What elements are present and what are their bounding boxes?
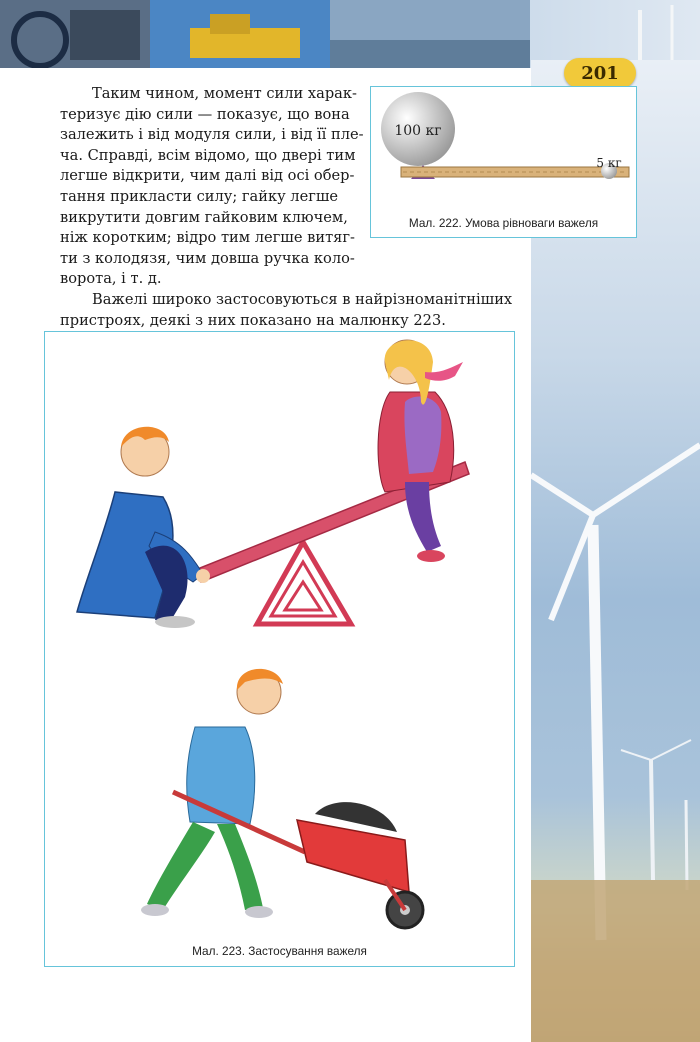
text-line: ворота, і т. д. <box>60 270 162 288</box>
text-line: ти з колодязя, чим довша ручка коло- <box>60 249 355 267</box>
figure-222 <box>370 86 637 238</box>
text-line: викрутити довгим гайковим ключем, <box>60 208 348 226</box>
figure-223 <box>44 331 515 967</box>
boy-on-seesaw <box>77 427 210 628</box>
page-number: 201 <box>581 62 619 84</box>
text-line: теризує дію сили — показує, що вона <box>60 105 350 123</box>
text-line: тання прикласти силу; гайку легше <box>60 187 339 205</box>
small-ball-label: 5 кг <box>596 156 622 170</box>
page-number-badge <box>564 58 636 88</box>
paragraph-2 <box>60 290 515 331</box>
text-line: Таким чином, момент сили харак- <box>92 85 357 102</box>
text-line: ніж коротким; відро тим легше витяг- <box>60 229 355 247</box>
text-line: Важелі широко застосовуються в найрізноманітніших <box>92 291 513 308</box>
text-line: легше відкрити, чим далі від осі обер- <box>60 167 355 185</box>
figure-223-caption: Мал. 223. Застосування важеля <box>192 944 367 958</box>
big-ball-label: 100 кг <box>394 123 442 139</box>
text-line: ча. Справді, всім відомо, що двері тим <box>60 146 356 164</box>
figure-222-caption: Мал. 222. Умова рівноваги важеля <box>408 216 599 230</box>
girl-on-seesaw <box>378 340 463 562</box>
lever-balance-illustration <box>371 87 636 212</box>
text-line: пристроях, деякі з них показано на малюнку 223. <box>60 311 446 329</box>
text-line: залежить і від модуля сили, і від її пле- <box>60 126 364 144</box>
paragraph-1 <box>60 84 362 290</box>
lever-applications-illustration <box>45 332 514 932</box>
boy-with-wheelbarrow <box>141 669 283 918</box>
